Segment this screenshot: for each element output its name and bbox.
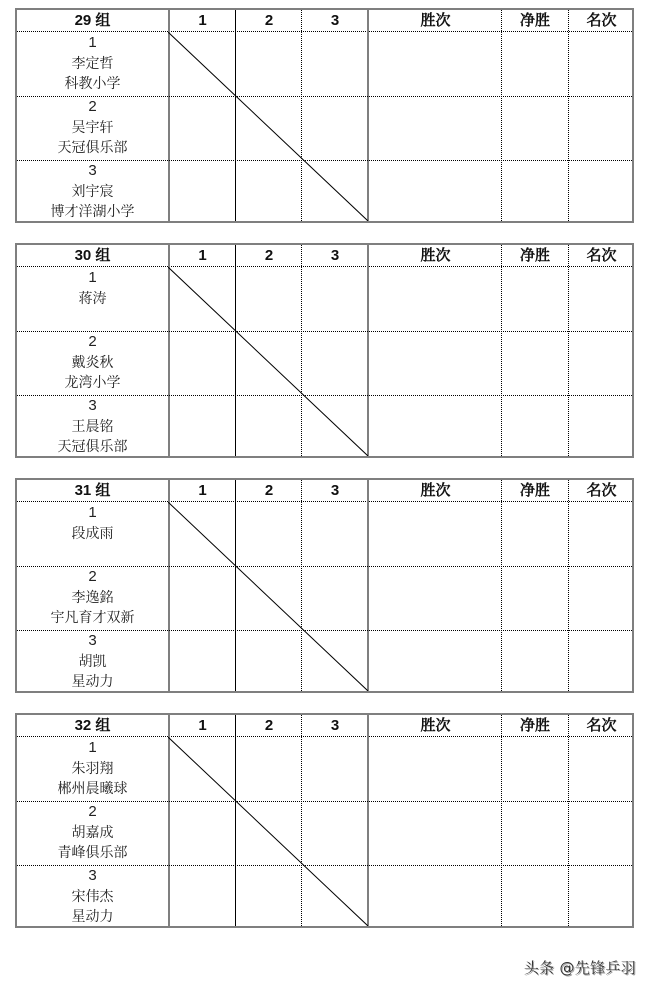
player-seed: 2 xyxy=(88,803,97,820)
divider xyxy=(568,10,569,221)
player-name: 宋伟杰 xyxy=(71,888,114,905)
group-title: 30 组 xyxy=(74,247,111,264)
player-seed: 1 xyxy=(88,504,97,521)
col-opponent-3: 3 xyxy=(330,717,340,734)
player-seed: 2 xyxy=(88,333,97,350)
divider xyxy=(235,245,236,456)
player-cell xyxy=(17,331,168,395)
player-cell xyxy=(17,96,168,160)
player-cell xyxy=(17,566,168,630)
col-opponent-2: 2 xyxy=(264,482,274,499)
divider xyxy=(168,10,170,221)
col-opponent-1: 1 xyxy=(198,482,207,499)
player-name: 段成雨 xyxy=(71,525,114,542)
col-opponent-2: 2 xyxy=(264,717,274,734)
col-wins: 胜次 xyxy=(420,247,451,264)
divider xyxy=(235,715,236,926)
player-cell xyxy=(17,502,168,566)
group-table-31 xyxy=(15,478,634,693)
divider xyxy=(301,245,302,456)
col-opponent-1: 1 xyxy=(198,12,207,29)
divider xyxy=(301,480,302,691)
col-wins: 胜次 xyxy=(420,12,451,29)
player-cell xyxy=(17,395,168,459)
player-name: 胡凯 xyxy=(78,653,107,670)
col-opponent-2: 2 xyxy=(264,12,274,29)
player-club: 青峰俱乐部 xyxy=(57,845,128,861)
col-opponent-3: 3 xyxy=(330,482,340,499)
player-cell xyxy=(17,32,168,96)
player-name: 王晨铭 xyxy=(71,418,114,435)
group-table-32 xyxy=(15,713,634,928)
player-name: 蒋涛 xyxy=(78,290,107,307)
diagonal-line xyxy=(168,267,368,456)
divider xyxy=(235,480,236,691)
col-net-wins: 净胜 xyxy=(519,482,550,499)
player-cell xyxy=(17,160,168,224)
player-name: 戴炎秋 xyxy=(71,354,114,371)
divider xyxy=(501,480,502,691)
divider xyxy=(501,245,502,456)
player-club: 龙湾小学 xyxy=(64,375,121,391)
divider xyxy=(501,715,502,926)
player-seed: 1 xyxy=(88,34,97,51)
divider xyxy=(367,715,369,926)
player-name: 朱羽翔 xyxy=(71,760,114,777)
col-net-wins: 净胜 xyxy=(519,247,550,264)
header-row xyxy=(17,10,632,32)
col-rank: 名次 xyxy=(586,12,617,29)
player-name: 吴宇轩 xyxy=(71,119,114,136)
group-title: 29 组 xyxy=(74,12,111,29)
col-opponent-3: 3 xyxy=(330,247,340,264)
player-club: 星动力 xyxy=(71,674,114,690)
col-opponent-2: 2 xyxy=(264,247,274,264)
header-row xyxy=(17,715,632,737)
watermark: 头条 @先锋乒羽 xyxy=(523,959,636,977)
player-cell xyxy=(17,630,168,694)
player-seed: 2 xyxy=(88,568,97,585)
col-opponent-1: 1 xyxy=(198,247,207,264)
player-cell xyxy=(17,267,168,331)
player-seed: 3 xyxy=(88,867,97,884)
divider xyxy=(235,10,236,221)
divider xyxy=(501,10,502,221)
col-opponent-3: 3 xyxy=(330,12,340,29)
divider xyxy=(568,245,569,456)
player-seed: 3 xyxy=(88,162,97,179)
diagonal-line xyxy=(168,32,368,221)
player-seed: 1 xyxy=(88,739,97,756)
player-club: 科教小学 xyxy=(64,76,121,92)
player-name: 胡嘉成 xyxy=(71,824,114,841)
col-wins: 胜次 xyxy=(420,482,451,499)
player-seed: 1 xyxy=(88,269,97,286)
player-name: 李逸銘 xyxy=(71,589,114,606)
player-club: 宇凡育才双新 xyxy=(50,610,135,626)
header-row xyxy=(17,480,632,502)
player-seed: 2 xyxy=(88,98,97,115)
player-club: 星动力 xyxy=(71,909,114,925)
player-club: 博才洋湖小学 xyxy=(50,204,135,220)
player-cell xyxy=(17,737,168,801)
divider xyxy=(168,480,170,691)
diagonal-line xyxy=(168,737,368,926)
player-club: 天冠俱乐部 xyxy=(57,140,128,156)
group-title: 31 组 xyxy=(74,482,111,499)
divider xyxy=(367,10,369,221)
player-seed: 3 xyxy=(88,632,97,649)
divider xyxy=(568,480,569,691)
player-club: 天冠俱乐部 xyxy=(57,439,128,455)
divider xyxy=(367,245,369,456)
group-title: 32 组 xyxy=(74,717,111,734)
col-net-wins: 净胜 xyxy=(519,12,550,29)
player-club: 郴州晨曦球 xyxy=(57,781,128,797)
col-rank: 名次 xyxy=(586,482,617,499)
divider xyxy=(168,715,170,926)
player-name: 李定哲 xyxy=(71,55,114,72)
player-cell xyxy=(17,865,168,929)
player-cell xyxy=(17,801,168,865)
col-net-wins: 净胜 xyxy=(519,717,550,734)
divider xyxy=(301,715,302,926)
col-rank: 名次 xyxy=(586,247,617,264)
group-table-30 xyxy=(15,243,634,458)
col-rank: 名次 xyxy=(586,717,617,734)
divider xyxy=(301,10,302,221)
group-table-29 xyxy=(15,8,634,223)
diagonal-line xyxy=(168,502,368,691)
player-name: 刘宇宸 xyxy=(71,183,114,200)
header-row xyxy=(17,245,632,267)
divider xyxy=(367,480,369,691)
player-seed: 3 xyxy=(88,397,97,414)
col-wins: 胜次 xyxy=(420,717,451,734)
divider xyxy=(168,245,170,456)
divider xyxy=(568,715,569,926)
col-opponent-1: 1 xyxy=(198,717,207,734)
